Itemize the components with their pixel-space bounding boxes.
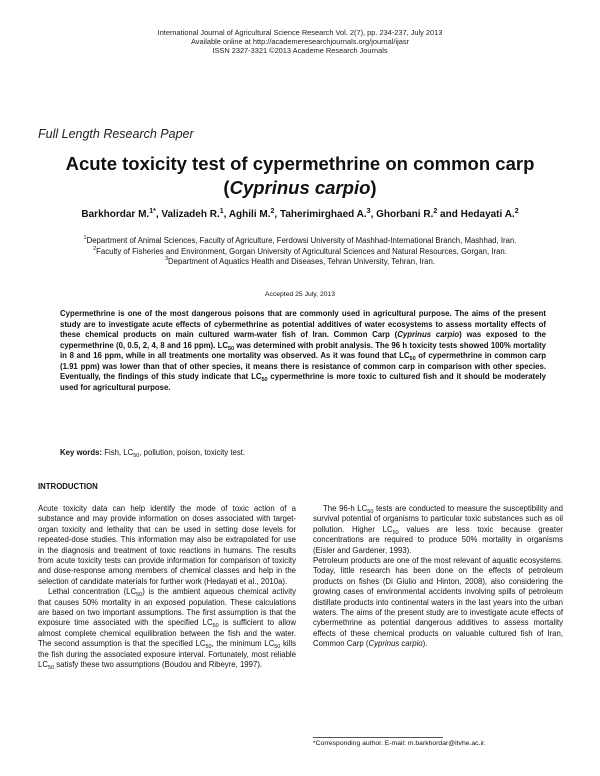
affiliation: $^2$Faculty of Fisheries and Environment, Gorgan University of Agricultural Sciences and Natural Resources, Gorgan, Iran. bbox=[93, 245, 507, 256]
right-column bbox=[313, 504, 563, 650]
title-line-2: (Cyprinus carpio) bbox=[223, 177, 377, 198]
paragraph: Lethal concentration $(LC_{50})$ is the ambient aqueous chemical activity that causes 50% mortality in an exposed population. These calculations are based on two important assumptions. The first assumption is that the exposure time associated with the specified $LC_{50}$ is sufficient to allow almost complete chemical equilibration between the fish and the water. The second assumption is that the specified $LC_{50}$, the minimum $LC_{50}$ kills the fish during the associated exposure interval. Fortunately, most reliable $LC_{50}$ satisfy these two assumptions (Boudou and Ribeyre, 1997). bbox=[38, 587, 297, 672]
journal-url: Available online at http://academeresearchjournals.org/journal/ijasr bbox=[190, 37, 409, 47]
paragraph: Acute toxicity data can help identify the mode of toxic action of a substance and may provide information on doses associated with target-organ toxicity and lethality that can be used in setting dose levels for repeated-dose studies. This information may also be extrapolated for use in the diagnosis and treatment of toxic reactions in humans. The results from acute toxicity tests can provide information for comparison of toxicity and dose-response among members of chemical classes and help in the selection of candidate materials for further work (Hedayati et al., 2010a). bbox=[38, 504, 296, 586]
abstract: Cypermethrine is one of the most dangerous poisons that are commonly used in agricultural purpose. The aims of the present study are to investigate acute effects of cybermethrine as potential additives of water ecosystems to assess mortality effects of these chemical products on main cultured warm-water fish of Iran. Common Carp (Cyprinus carpio) was exposed to the cypermethrine (0, 0.5, 2, 4, 8 and 16 ppm). $LC_{50}$ was determined with probit analysis. The 96 h toxicity tests showed 100% mortality in 8 and 16 ppm, while in all treatments one mortality was observed. As it was found that $LC_{50}$ of cypermethrine in common carp (1.91 ppm) was lower than that of other species, it means there is resistance of common carp in comparison with other species. Eventually, the findings of this study indicate that $LC_{50}$ cypermethrine is more toxic to cultured fish and it should be moderately used for agricultural purpose. bbox=[60, 309, 547, 392]
affiliation: $^1$Department of Animal Sciences, Faculty of Agriculture, Ferdowsi University of Mashhad-International Branch, Mashhad, Iran. bbox=[83, 235, 517, 245]
paragraph: The 96-h $LC_{50}$ tests are conducted to measure the susceptibility and survival potential of organisms to particular toxic substances such as oil pollution. Higher $LC_{50}$ values are less toxic because greater concentrations are required to produce 50% mortality in organisms (Eisler and Gardener, 1993). bbox=[313, 504, 564, 555]
journal-issn: ISSN 2327-3321 ©2013 Academe Research Journals bbox=[212, 46, 388, 56]
author: Ghorbani R. bbox=[376, 209, 434, 220]
affiliation: $^3$Department of Aquatics Health and Diseases, Tehran University, Tehran, Iran. bbox=[164, 256, 435, 267]
corresponding-author-footnote: *Corresponding author. E-mail: m.barkhordar@itvhe.ac.ir. bbox=[313, 740, 486, 747]
journal-citation: International Journal of Agricultural Science Research Vol. 2(7), pp. 234-237, July 2013 bbox=[157, 28, 443, 37]
accepted-date: Accepted 25 July, 2013 bbox=[264, 291, 336, 298]
affiliations bbox=[30, 236, 570, 268]
title-line-1: Acute toxicity test of cypermethrine on common carp bbox=[65, 153, 535, 174]
journal-header bbox=[0, 28, 600, 56]
paper-type: Full Length Research Paper bbox=[38, 127, 194, 141]
paper-title bbox=[0, 152, 600, 200]
author: Aghili M. bbox=[228, 209, 271, 220]
author: Barkhordar M. bbox=[81, 209, 150, 220]
author: Hedayati A. bbox=[460, 209, 515, 220]
keywords: Key words: Fish, $LC_{50}$, pollution, poison, toxicity test. bbox=[60, 448, 246, 459]
keywords-label: Key words: bbox=[60, 448, 103, 457]
left-column bbox=[38, 504, 296, 671]
section-heading-introduction: INTRODUCTION bbox=[38, 482, 98, 491]
paragraph: Petroleum products are one of the most relevant of aquatic ecosystems. Today, little research has been done on the effects of petroleum products on fishes (Di Giulio and Hinton, 2008), also considering the growing cases of environmental accidents involving spills of petroleum distillate products into continental waters in the last years into the urban waters. The aims of the present study are to investigate acute effects of cybermethrine as potential dangerous additives to assess mortality effects of these chemical products on valuable cultured fish of Iran, Common Carp (Cyprinus carpio). bbox=[313, 556, 563, 649]
author: Taherimirghaed A. bbox=[279, 209, 367, 220]
author-list: Barkhordar M.$^{1*}$, Valizadeh R.$^1$, Aghili M.$^2$, Taherimirghaed A.$^3$, Ghorbani R.$^2$ and Hedayati A.$^2$ bbox=[81, 208, 519, 220]
footnote-divider bbox=[313, 737, 443, 738]
author: Valizadeh R. bbox=[161, 209, 220, 220]
title-species: Cyprinus carpio bbox=[229, 177, 371, 198]
